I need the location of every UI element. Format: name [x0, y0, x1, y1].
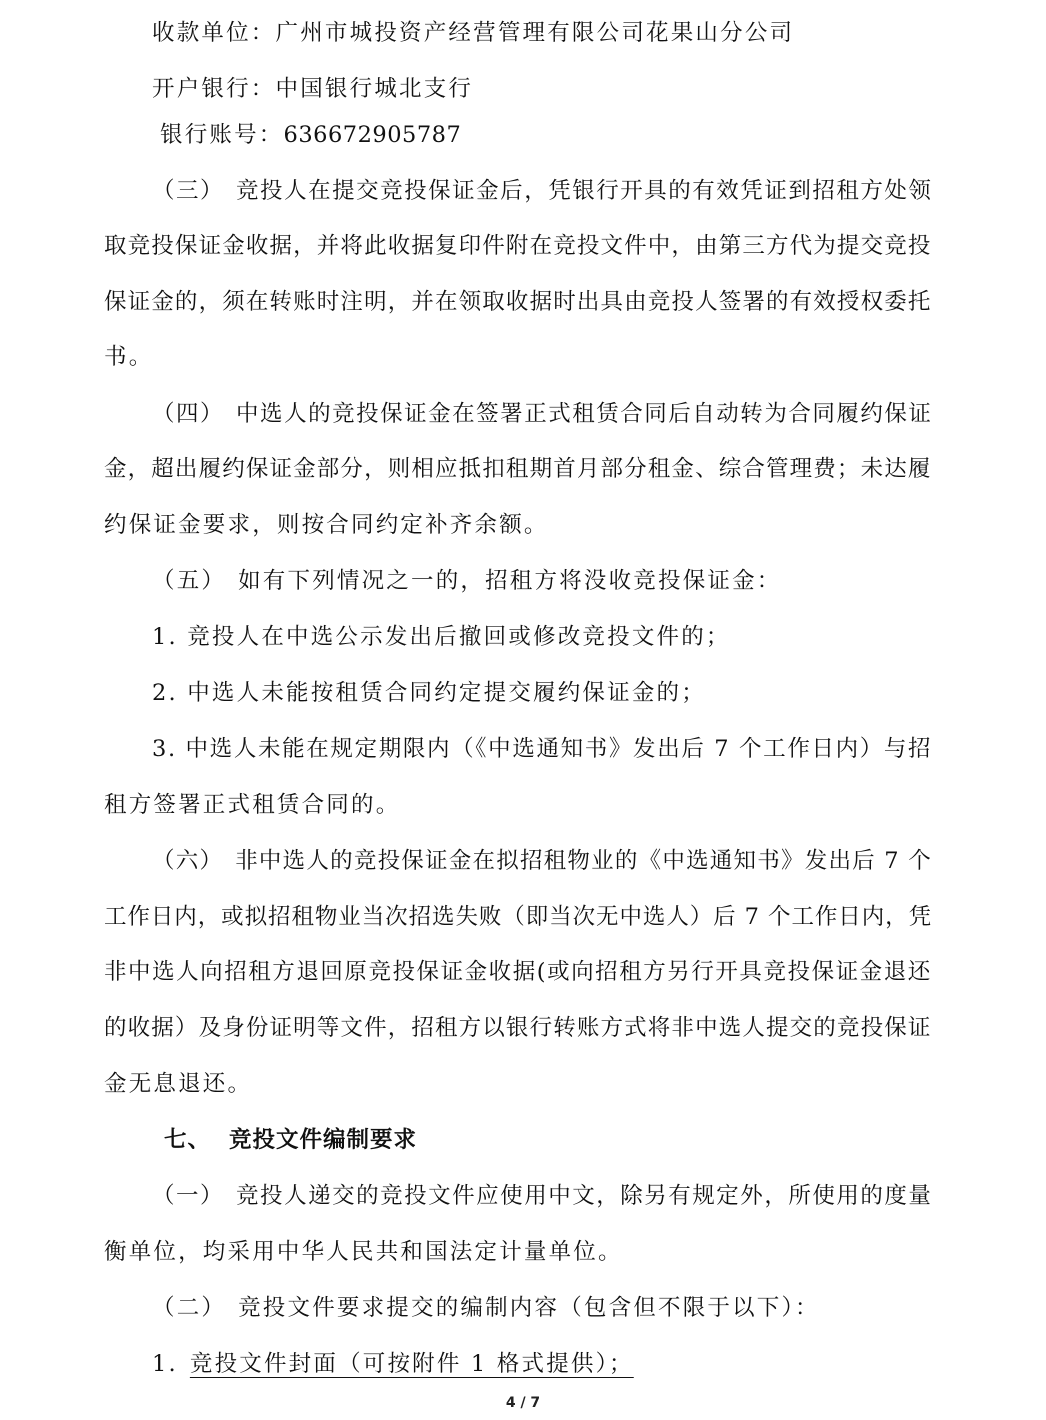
sec3-number: （三）	[152, 178, 225, 204]
payee-value: 广州市城投资产经营管理有限公司花果山分公司	[275, 20, 795, 46]
sec5-item-2: 2. 中选人未能按租赁合同约定提交履约保证金的；	[152, 680, 706, 706]
payee-line	[152, 22, 794, 45]
payee-label: 收款单位：	[152, 20, 276, 46]
sec6-text-1: 非中选人的竞投保证金在拟招租物业的《中选通知书》发出后 7 个	[235, 848, 932, 874]
item-7-1-text: 竞投文件封面（可按附件 1 格式提供）；	[189, 1351, 634, 1377]
sec5-number: （五）	[152, 568, 227, 594]
section-heading-7	[164, 1129, 417, 1152]
sec4-number: （四）	[152, 401, 225, 427]
sec7-2-line-1	[152, 1297, 820, 1320]
heading-7-number: 七、	[164, 1127, 212, 1153]
item-7-1-number: 1.	[152, 1351, 178, 1377]
sec4-line-2: 金，超出履约保证金部分，则相应抵扣租期首月部分租金、综合管理费；未达履	[104, 456, 932, 482]
sec6-number: （六）	[152, 848, 224, 874]
bank-line	[152, 78, 473, 101]
sec6-line-4: 的收据）及身份证明等文件，招租方以银行转账方式将非中选人提交的竞投保证	[104, 1015, 932, 1041]
sec5-intro: 如有下列情况之一的，招租方将没收竞投保证金：	[238, 568, 782, 594]
sec5-item-1: 1. 竞投人在中选公示发出后撤回或修改竞投文件的；	[152, 624, 731, 650]
account-value: 636672905787	[283, 122, 462, 148]
sec7-2-intro: 竞投文件要求提交的编制内容（包含但不限于以下）：	[238, 1295, 820, 1321]
sec5-item-3-cont: 租方签署正式租赁合同的。	[104, 792, 401, 818]
sec6-line-2: 工作日内，或拟招租物业当次招选失败（即当次无中选人）后 7 个工作日内，凭	[104, 904, 933, 930]
sec3-line-4: 书。	[104, 344, 154, 370]
account-line	[160, 124, 461, 147]
bank-value: 中国银行城北支行	[275, 76, 474, 102]
sec4-line-1	[152, 403, 932, 426]
sec7-1-number: （一）	[152, 1183, 225, 1209]
sec3-text-1: 竞投人在提交竞投保证金后，凭银行开具的有效凭证到招租方处领	[236, 178, 933, 204]
sec6-line-1	[152, 850, 932, 873]
account-label: 银行账号：	[160, 122, 284, 148]
sec7-2-item-1	[152, 1353, 634, 1376]
sec6-line-5: 金无息退还。	[104, 1071, 253, 1097]
sec3-line-1	[152, 180, 932, 203]
sec7-1-line-2: 衡单位，均采用中华人民共和国法定计量单位。	[104, 1239, 623, 1265]
bank-label: 开户银行：	[152, 76, 276, 102]
heading-7-title: 竞投文件编制要求	[229, 1127, 418, 1153]
sec4-text-1: 中选人的竞投保证金在签署正式租赁合同后自动转为合同履约保证	[236, 401, 933, 427]
sec3-line-3: 保证金的，须在转账时注明，并在领取收据时出具由竞投人签署的有效授权委托	[104, 289, 932, 315]
sec6-line-3: 非中选人向招租方退回原竞投保证金收据(或向招租方另行开具竞投保证金退还	[104, 959, 932, 985]
sec7-1-line-1	[152, 1185, 932, 1208]
sec7-2-number: （二）	[152, 1295, 227, 1321]
sec3-line-2: 取竞投保证金收据，并将此收据复印件附在竞投文件中，由第三方代为提交竞投	[104, 233, 932, 259]
sec7-1-text-1: 竞投人递交的竞投文件应使用中文，除另有规定外，所使用的度量	[236, 1183, 933, 1209]
sec5-line-1	[152, 570, 782, 593]
sec4-line-3: 约保证金要求，则按合同约定补齐余额。	[104, 512, 549, 538]
sec5-item-3: 3. 中选人未能在规定期限内（《中选通知书》发出后 7 个工作日内）与招	[152, 736, 933, 762]
page-number: 4 / 7	[505, 1395, 541, 1411]
